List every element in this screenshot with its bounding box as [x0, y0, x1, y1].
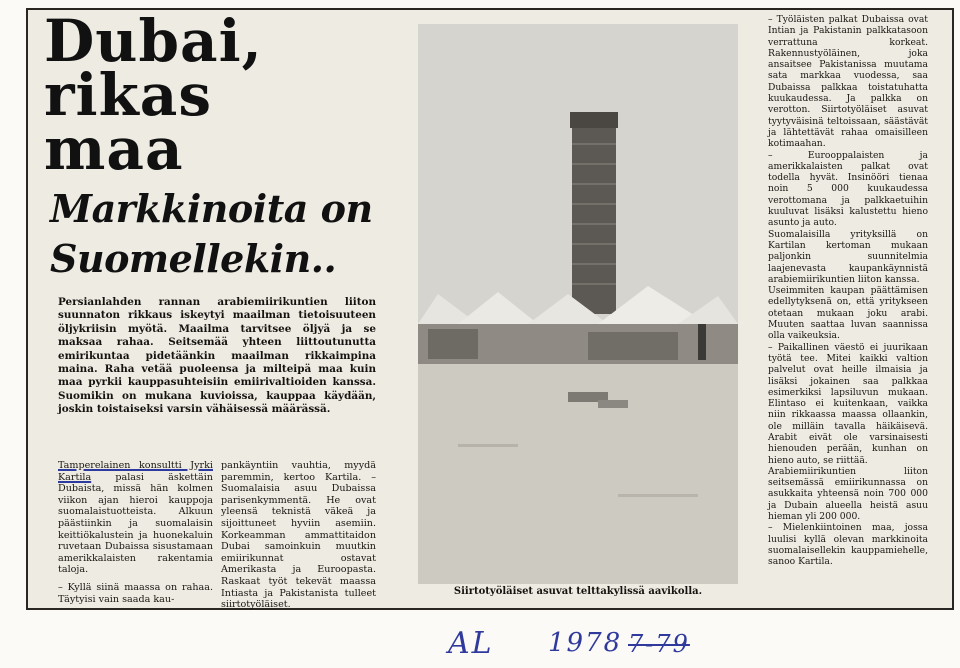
- body-columns: [58, 460, 376, 611]
- right-paragraph: – Eurooppalaisten ja amerikkalaisten palkat ovat todella hyvät. Insinööri tienaa noin 5 000 kuukaudessa verottomana ja palkkaetuihin kuuluvat lisäksi kalustettu hieno asunto ja auto.: [768, 149, 928, 229]
- right-paragraph: – Työläisten palkat Dubaissa ovat Intian ja Pakistanin palkkatasoon verrattuna korkeat. Rakennustyöläinen, joka ansaitsee Pakistanissa muutama sata markkaa vuodessa, saa Dubaissa palkkaa toistatuhatta kuukaudessa. Ja palkka on verotton. Siirtotyöläiset asuvat tyytyväisinä teltoissaan, säästävät ja lähtettävät rahaa omaisilleen kotimaahan.: [768, 14, 928, 150]
- right-column: [768, 14, 928, 606]
- body-text: palasi äskettäin Dubaista, missä hän kolmen viikon ajan hieroi kauppoja suomalaistuotteista. Alkuun päästiinkin ja suomalaisin keittiökalustein ja huonekaluin ruvetaan Dubaissa sisustamaan amerikkalaisten rakentamia taloja.: [58, 471, 213, 576]
- headline-column: [44, 7, 376, 611]
- body-paragraph: pankäyntiin vauhtia, myydä paremmin, kertoo Kartila. – Suomalaisia asuu Dubaissa parisenkymmentä. He ovat yleensä teknistä väkeä ja sijoittuneet hyviin asemiin. Korkeamman ammattitaidon Dubai samoinkuin muutkin emiirikunnat ostavat Amerikasta ja Euroopasta. Raskaat työt tekevät maassa Intiasta ja Pakistanista tulleet siirtotyöläiset.: [221, 460, 376, 611]
- right-paragraph: – Mielenkiintoinen maa, jossa luulisi kyllä olevan markkinoita suomalaisellekin kauppamiehelle, sanoo Kartila.: [768, 522, 928, 568]
- lead-paragraph: Persianlahden rannan arabiemiirikuntien liiton suunnaton rikkaus iskeytyi maailman tietoisuuteen öljykriisin myötä. Maailma tarvitsee öljyä ja se maksaa rahaa. Seitsemää yhteen liittoutunutta emirikuntaa pidetäänkin maailman rikkaimpina maina. Raha vetää puoleensa ja milteipä maa kuin maa pyrkii kauppasuhteisiin emiirivaltioiden kanssa. Suomikin on mukana kuvioissa, kauppaa käydään, joskin toistaiseksi varsin vähäisessä määrässä.: [58, 296, 376, 416]
- photo-caption: Siirtotyöläiset asuvat telttakylissä aavikolla.: [453, 586, 703, 597]
- right-paragraph: Suomalaisilla yrityksillä on Kartilan kertoman mukaan paljonkin suunnitelmia laajenevasta kaupankäynnistä arabiemiirikuntien liiton kanssa.: [768, 228, 928, 285]
- right-paragraph: Arabiemiirikuntien liiton seitsemässä emiirikunnassa on asukkaita yhteensä noin 700 000 ja Dubain alueella heistä asuu hieman yli 200 000.: [768, 465, 928, 523]
- pen-underlined-text: Tamperelainen konsultti Jyrki Kartila: [58, 460, 213, 483]
- right-paragraph: – Paikallinen väestö ei juurikaan työtä tee. Mitei kaikki valtion palvelut ovat heille ilmaisia ja lisäksi jokainen saa palkkaa esimerkiksi lapsiluvun mukaan. Elintaso ei kuitenkaan, vaikka niin rikkaassa maassa ollaankin, ole milläin tavalla häikäisevä. Arabit eivät ole varsinaisesti hienouden perään, kunhan on hieno auto, se riittää.: [768, 341, 928, 466]
- handwritten-year: 1978: [548, 628, 623, 658]
- headline-line-1: Dubai,: [44, 7, 263, 75]
- headline-line-2: rikas: [44, 61, 213, 129]
- subheadline: [50, 184, 376, 284]
- headline-line-3: maa: [44, 115, 184, 183]
- body-quote: – Kyllä siinä maassa on rahaa. Täytyisi vain saada kau-: [58, 581, 213, 605]
- body-column-1: [58, 460, 213, 608]
- headline: [44, 7, 376, 183]
- tower-and-tents-photo: [418, 24, 738, 584]
- photo: [418, 24, 738, 584]
- handwritten-initials: AL: [448, 626, 494, 661]
- subhead-line-1: Markkinoita on: [50, 186, 373, 231]
- handwritten-struck-date: 7-79: [628, 630, 690, 658]
- body-column-2: [221, 460, 376, 611]
- subhead-line-2: Suomellekin..: [50, 236, 337, 281]
- right-paragraph: Useimmiten kaupan päättämisen edellytyksenä on, että yritykseen otetaan mukaan joku arabi. Muuten saattaa luvan saannissa olla vaikeuksia.: [768, 285, 928, 342]
- body-paragraph: [58, 460, 213, 576]
